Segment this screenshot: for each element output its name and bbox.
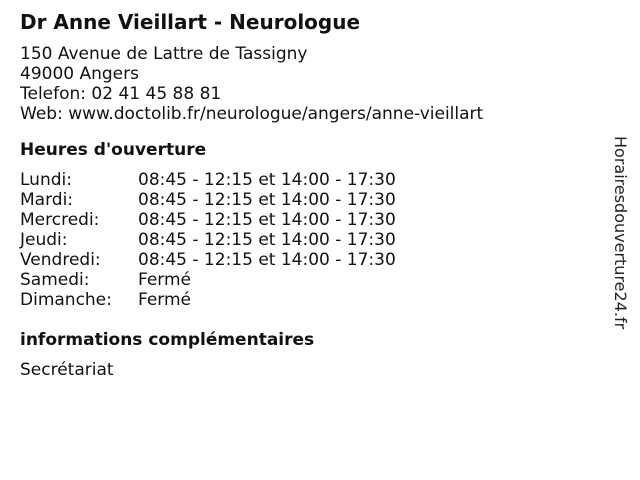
day-label: Vendredi: (20, 250, 101, 270)
hours-value: 08:45 - 12:15 et 14:00 - 17:30 (138, 170, 396, 190)
hours-value: Fermé (138, 270, 192, 290)
hours-row-monday (20, 170, 600, 190)
address-line-city: 49000 Angers (20, 64, 139, 84)
additional-info-text: Secrétariat (20, 360, 114, 380)
opening-hours-table (20, 170, 600, 310)
opening-hours-heading: Heures d'ouverture (20, 140, 207, 160)
hours-row-wednesday (20, 210, 600, 230)
additional-info-heading: informations complémentaires (20, 330, 315, 350)
day-label: Jeudi: (20, 230, 68, 250)
practice-title: Dr Anne Vieillart - Neurologue (20, 10, 361, 34)
website-line: Web: www.doctolib.fr/neurologue/angers/anne-vieillart (20, 104, 484, 124)
hours-value: 08:45 - 12:15 et 14:00 - 17:30 (138, 210, 396, 230)
hours-row-tuesday (20, 190, 600, 210)
hours-row-friday (20, 250, 600, 270)
hours-value: 08:45 - 12:15 et 14:00 - 17:30 (138, 230, 396, 250)
practice-card (20, 8, 600, 380)
day-label: Samedi: (20, 270, 90, 290)
day-label: Mardi: (20, 190, 74, 210)
hours-row-thursday (20, 230, 600, 250)
phone-line: Telefon: 02 41 45 88 81 (20, 84, 222, 104)
address-line-street: 150 Avenue de Lattre de Tassigny (20, 44, 308, 64)
hours-row-sunday (20, 290, 600, 310)
day-label: Lundi: (20, 170, 72, 190)
hours-value: Fermé (138, 290, 192, 310)
site-watermark: Horairesdouverture24.fr (611, 136, 630, 330)
hours-value: 08:45 - 12:15 et 14:00 - 17:30 (138, 250, 396, 270)
hours-value: 08:45 - 12:15 et 14:00 - 17:30 (138, 190, 396, 210)
hours-row-saturday (20, 270, 600, 290)
day-label: Mercredi: (20, 210, 100, 230)
day-label: Dimanche: (20, 290, 112, 310)
